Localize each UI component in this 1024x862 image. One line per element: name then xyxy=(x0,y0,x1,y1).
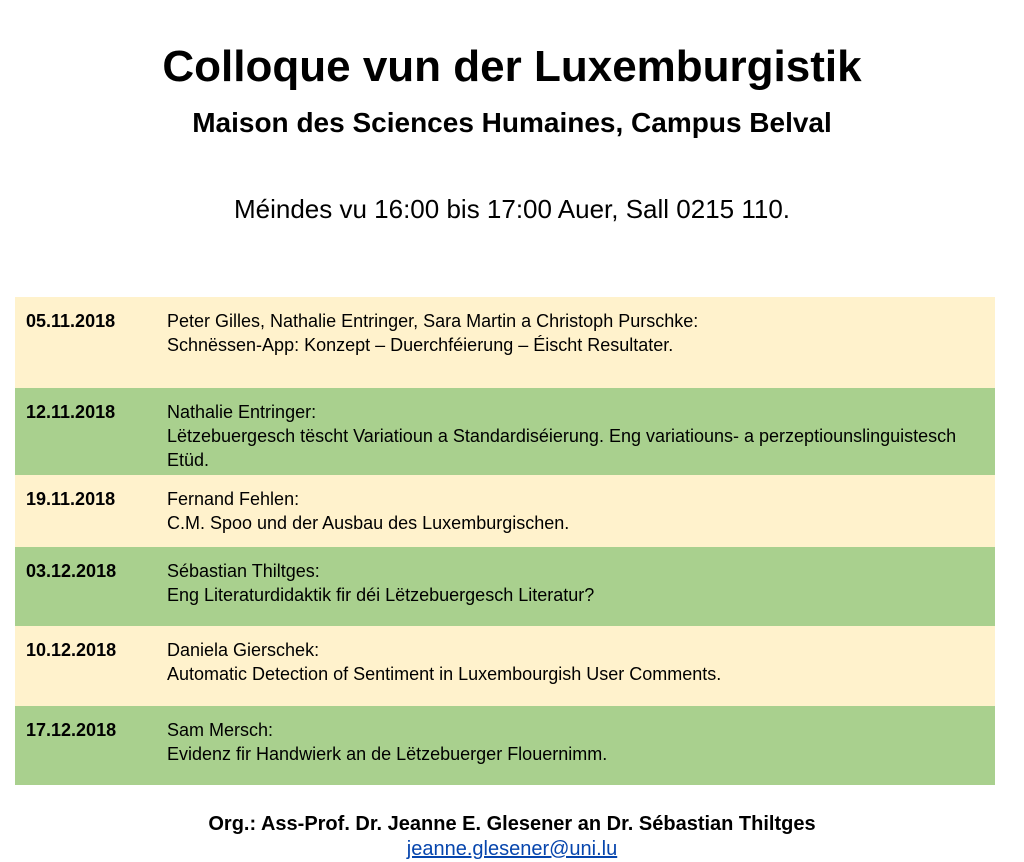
session-speaker: Daniela Gierschek: xyxy=(167,640,320,660)
session-topic: Evidenz fir Handwierk an de Lëtzebuerger Flouernimm. xyxy=(167,744,608,764)
schedule-row xyxy=(15,297,995,388)
page-title: Colloque vun der Luxemburgistik xyxy=(162,42,862,92)
schedule-table xyxy=(15,297,995,785)
session-topic: Automatic Detection of Sentiment in Luxembourgish User Comments. xyxy=(167,664,722,684)
session-topic: C.M. Spoo und der Ausbau des Luxemburgischen. xyxy=(167,513,570,533)
venue-subtitle: Maison des Sciences Humaines, Campus Belval xyxy=(192,107,832,138)
schedule-row xyxy=(15,475,995,547)
email-link[interactable]: jeanne.glesener@uni.lu xyxy=(406,838,618,860)
session-topic: Eng Literaturdidaktik fir déi Lëtzebuergesch Literatur? xyxy=(167,585,595,605)
session-topic: Schnëssen-App: Konzept – Duerchféierung – Éischt Resultater. xyxy=(167,335,674,355)
session-topic: Lëtzebuergesch tëscht Variatioun a Standardiséierung. Eng variatiouns- a perzeptiounslinguistesch Etüd. xyxy=(167,426,957,470)
session-date: 19.11.2018 xyxy=(26,489,116,509)
session-date: 05.11.2018 xyxy=(26,311,116,331)
session-speaker: Peter Gilles, Nathalie Entringer, Sara Martin a Christoph Purschke: xyxy=(167,311,699,331)
session-speaker: Nathalie Entringer: xyxy=(167,402,317,422)
session-details xyxy=(167,487,975,535)
session-speaker: Sam Mersch: xyxy=(167,720,274,740)
time-location: Méindes vu 16:00 bis 17:00 Auer, Sall 0215 110. xyxy=(233,194,791,224)
schedule-row xyxy=(15,626,995,706)
session-date: 03.12.2018 xyxy=(26,561,117,581)
schedule-row xyxy=(15,388,995,475)
schedule-row xyxy=(15,706,995,785)
session-speaker: Sébastian Thiltges: xyxy=(167,561,320,581)
session-details xyxy=(167,559,975,607)
session-speaker: Fernand Fehlen: xyxy=(167,489,300,509)
session-details xyxy=(167,718,975,766)
session-date: 12.11.2018 xyxy=(26,402,116,422)
session-details xyxy=(167,309,975,357)
contact-email xyxy=(0,837,1024,861)
session-date: 17.12.2018 xyxy=(26,720,117,740)
session-details xyxy=(167,400,975,472)
organizers: Org.: Ass-Prof. Dr. Jeanne E. Glesener an Dr. Sébastian Thiltges xyxy=(208,813,816,835)
session-details xyxy=(167,638,975,686)
session-date: 10.12.2018 xyxy=(26,640,117,660)
schedule-row xyxy=(15,547,995,626)
